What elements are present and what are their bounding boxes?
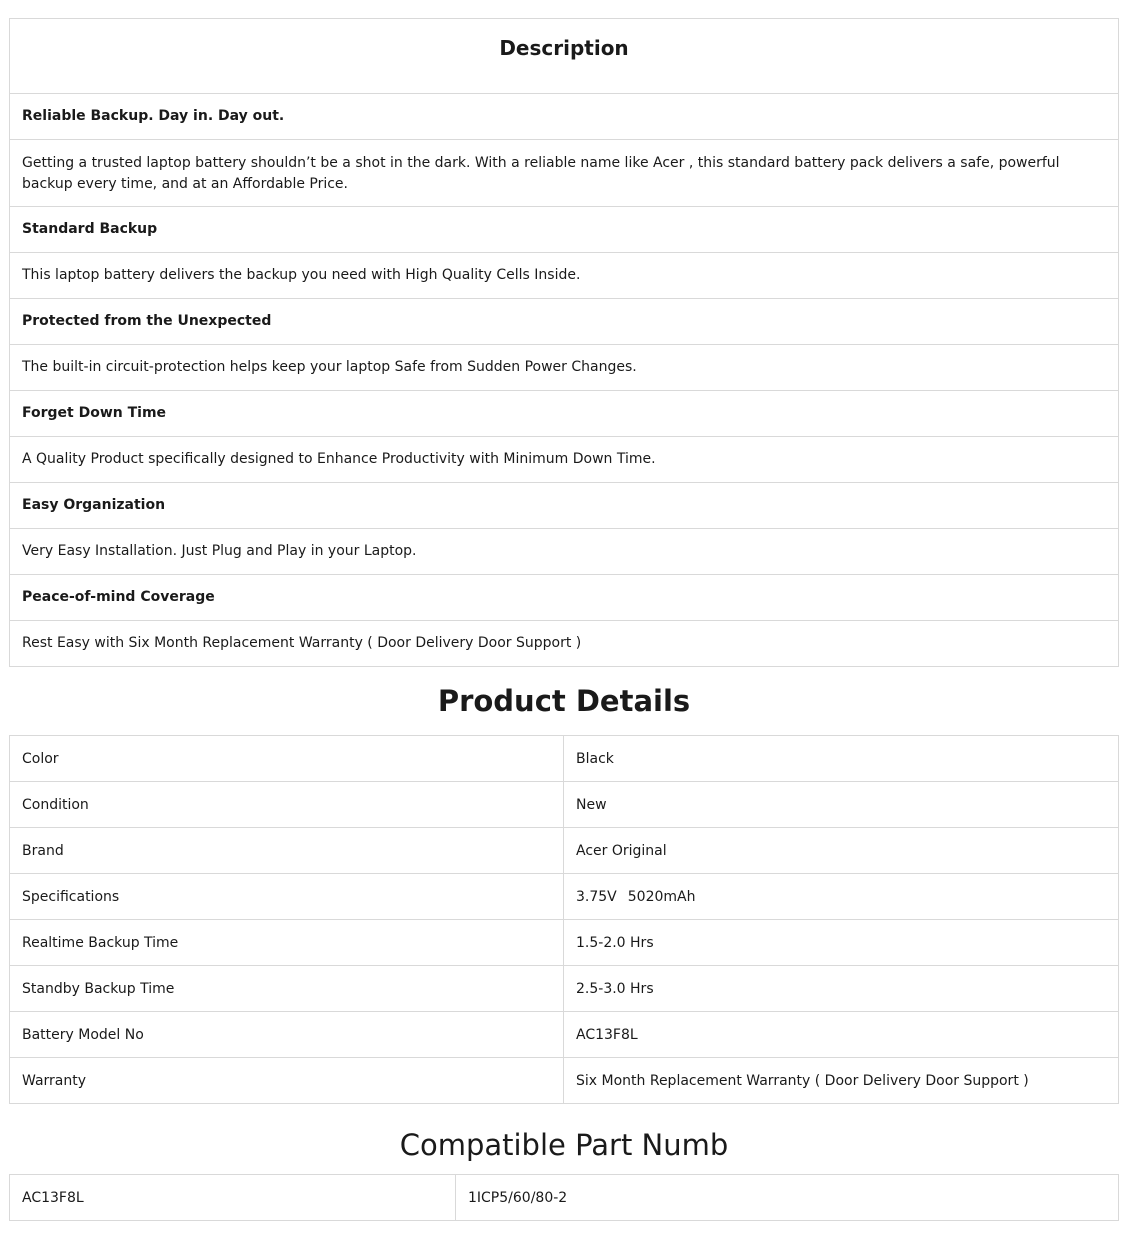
section-heading-protected: Protected from the Unexpected — [10, 299, 1119, 345]
detail-value-battery-model: AC13F8L — [564, 1012, 1119, 1058]
table-row — [10, 966, 1119, 1012]
product-description-page — [9, 18, 1119, 1221]
table-row — [10, 736, 1119, 782]
section-text-row — [10, 529, 1119, 575]
compatible-parts-title: Compatible Part Numb — [399, 1128, 729, 1162]
section-text-peace-of-mind: Rest Easy with Six Month Replacement Warranty ( Door Delivery Door Support ) — [10, 621, 1119, 667]
section-heading-row — [10, 391, 1119, 437]
section-heading-row — [10, 575, 1119, 621]
section-text-standard-backup: This laptop battery delivers the backup you need with High Quality Cells Inside. — [10, 253, 1119, 299]
section-heading-easy-organization: Easy Organization — [10, 483, 1119, 529]
section-text-row — [10, 437, 1119, 483]
detail-key-color: Color — [10, 736, 564, 782]
section-heading-row — [10, 299, 1119, 345]
detail-value-specifications — [564, 874, 1119, 920]
detail-key-battery-model: Battery Model No — [10, 1012, 564, 1058]
detail-value-realtime-backup: 1.5-2.0 Hrs — [564, 920, 1119, 966]
detail-key-realtime-backup: Realtime Backup Time — [10, 920, 564, 966]
spec-voltage: 3.75V — [576, 888, 617, 905]
table-row — [10, 1058, 1119, 1104]
section-text-row — [10, 140, 1119, 207]
section-heading-reliable-backup: Reliable Backup. Day in. Day out. — [10, 94, 1119, 140]
detail-value-condition: New — [564, 782, 1119, 828]
product-details-title: Product Details — [437, 684, 691, 718]
detail-value-standby-backup: 2.5-3.0 Hrs — [564, 966, 1119, 1012]
description-title: Description — [10, 19, 1119, 94]
detail-value-warranty: Six Month Replacement Warranty ( Door Delivery Door Support ) — [564, 1058, 1119, 1104]
spec-capacity: 5020mAh — [627, 888, 696, 905]
section-text-forget-down-time: A Quality Product specifically designed to Enhance Productivity with Minimum Down Time. — [10, 437, 1119, 483]
detail-key-specifications: Specifications — [10, 874, 564, 920]
section-text-row — [10, 253, 1119, 299]
section-heading-row — [10, 207, 1119, 253]
detail-value-brand: Acer Original — [564, 828, 1119, 874]
detail-value-color: Black — [564, 736, 1119, 782]
detail-key-condition: Condition — [10, 782, 564, 828]
table-row — [10, 1175, 1119, 1221]
table-row — [10, 1012, 1119, 1058]
description-header-row — [10, 19, 1119, 94]
section-heading-forget-down-time: Forget Down Time — [10, 391, 1119, 437]
table-row — [10, 782, 1119, 828]
section-heading-standard-backup: Standard Backup — [10, 207, 1119, 253]
section-text-reliable-backup: Getting a trusted laptop battery shouldn’t be a shot in the dark. With a reliable name like Acer , this standard battery pack delivers a safe, powerful backup every time, and at an Affordable Price. — [10, 140, 1119, 207]
detail-key-warranty: Warranty — [10, 1058, 564, 1104]
section-text-protected: The built-in circuit-protection helps keep your laptop Safe from Sudden Power Changes. — [10, 345, 1119, 391]
detail-key-standby-backup: Standby Backup Time — [10, 966, 564, 1012]
section-text-easy-organization: Very Easy Installation. Just Plug and Play in your Laptop. — [10, 529, 1119, 575]
product-details-table — [9, 735, 1119, 1104]
section-heading-row — [10, 94, 1119, 140]
section-text-row — [10, 345, 1119, 391]
compatible-part-2: 1ICP5/60/80-2 — [456, 1175, 1119, 1221]
table-row — [10, 874, 1119, 920]
detail-key-brand: Brand — [10, 828, 564, 874]
section-text-row — [10, 621, 1119, 667]
table-row — [10, 920, 1119, 966]
description-table — [9, 18, 1119, 667]
section-heading-row — [10, 483, 1119, 529]
compatible-parts-table — [9, 1174, 1119, 1221]
section-heading-peace-of-mind: Peace-of-mind Coverage — [10, 575, 1119, 621]
compatible-part-1: AC13F8L — [10, 1175, 456, 1221]
table-row — [10, 828, 1119, 874]
